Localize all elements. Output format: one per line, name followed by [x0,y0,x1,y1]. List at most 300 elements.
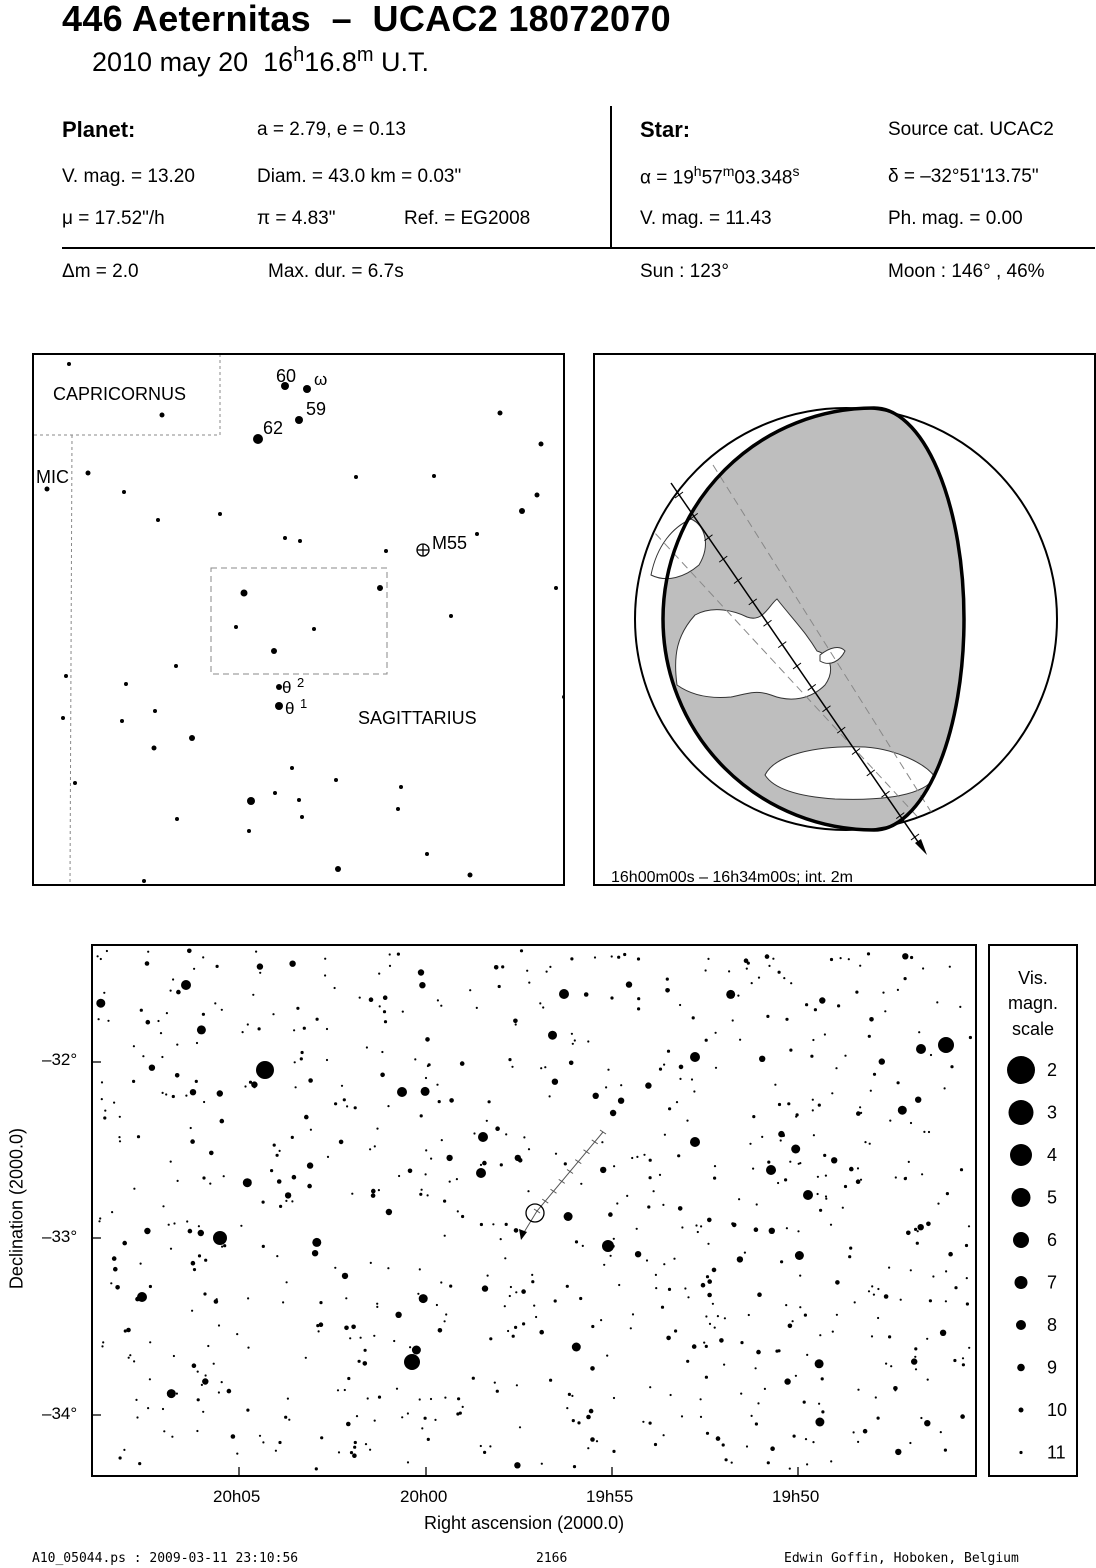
label-mic: MIC [36,467,69,487]
star-dot [420,1114,423,1117]
star-dot [137,1135,140,1138]
star-dot [161,1056,163,1058]
star-dot [236,1453,238,1455]
star-dot [294,1061,296,1063]
star-dot [789,1161,791,1163]
star-dot [564,1162,567,1165]
star-dot [133,1360,135,1362]
star-dot [778,971,781,974]
star-dot [700,1225,702,1227]
star-dot [446,1155,452,1161]
planet-diameter: Diam. = 43.0 km = 0.03" [257,166,462,187]
star-dot [376,1306,378,1308]
star-dot [480,1164,482,1166]
star-dot [227,1389,232,1394]
star-dot [740,1393,742,1395]
legend-magnitude-label: 6 [1047,1230,1058,1250]
star-dot [218,1324,220,1326]
boundary-microscopium [70,435,72,884]
event-hour: 16 [263,47,294,77]
star-dot [231,1434,236,1439]
star-dot [582,1245,584,1247]
star-dot [546,971,548,973]
star-dot [898,1106,907,1115]
star-dot [441,1139,443,1141]
star-dot [295,416,303,424]
legend-star-dot [1013,1232,1029,1248]
star-dot [611,955,613,957]
star-dot [596,1440,598,1442]
star-dot [910,956,913,959]
star-dot [118,1136,120,1138]
star-dot [737,995,739,997]
star-dot [888,1267,890,1269]
star-dot [863,1429,868,1434]
star-dot [793,1435,796,1438]
star-dot [692,1016,695,1019]
star-dot [173,1355,175,1357]
label-m55: M55 [432,533,468,553]
star-dot [191,1310,193,1312]
star-dot [831,1157,837,1163]
star-dot [167,1389,176,1398]
star-dot [138,1462,141,1465]
star-dot [653,1190,655,1192]
star-dot [486,1120,488,1122]
star-dot [175,1073,180,1078]
bright-star-dot [404,1354,420,1370]
star-dot [707,1279,712,1284]
star-dot [457,1210,459,1212]
star-dot [655,1274,657,1276]
star-dot [312,1238,321,1247]
star-dot [945,1270,947,1272]
star-dot [303,1027,306,1030]
star-dot [804,1314,807,1317]
star-dot [767,1461,770,1464]
star-dot [292,1175,297,1180]
star-dot [389,965,391,967]
star-dot [819,997,825,1003]
star-dot [707,1243,709,1245]
star-dot [900,1299,902,1301]
star-dot [356,1415,358,1417]
star-dot [421,1087,430,1096]
star-dot [722,1443,725,1446]
star-dot [868,1035,871,1038]
star-dot [790,982,792,984]
star-dot [539,1330,544,1335]
star-dot [732,1019,734,1021]
star-dot [289,961,295,967]
star-dot [334,1102,337,1105]
star-dot [202,1176,205,1179]
event-date: 2010 may 20 [92,47,249,77]
star-dot [176,990,181,995]
star-dot [739,1039,741,1041]
star-dot [253,434,263,444]
path-tick [911,834,919,840]
star-dot [145,961,150,966]
detail-star-chart [91,944,977,1477]
star-dot [968,1347,970,1349]
star-dot [192,1363,197,1368]
page-title: 446 Aeternitas – UCAC2 18072070 [62,0,671,39]
star-dot [259,1435,261,1437]
planet-vmag: V. mag. = 13.20 [62,166,195,187]
star-dot [818,1403,820,1405]
star-dot [904,977,907,980]
star-dot [940,1330,946,1336]
star-dot [369,1449,371,1451]
star-dot [798,1163,800,1165]
star-dot [679,1004,681,1006]
star-dot [218,512,222,516]
star-dot [140,1263,142,1265]
detail-chart-svg [93,946,975,1475]
star-dot [837,1004,840,1007]
star-dot [959,1006,961,1008]
star-dot [255,951,257,953]
star-dot [102,1341,104,1343]
star-dot [637,1007,640,1010]
star-dot [954,1286,957,1289]
star-dot [600,1167,606,1173]
star-dot [480,1445,482,1447]
star-dot [564,1212,573,1221]
star-dot [262,1201,265,1204]
star-dot [953,1359,956,1362]
star-dot [786,1227,788,1229]
star-dot [173,1222,175,1224]
x-tick-label: 19h55 [586,1487,634,1506]
star-dot [752,1168,754,1170]
legend-star-dot [1017,1364,1025,1372]
star-dot [962,1357,964,1359]
star-dot [726,990,735,999]
star-dot [67,362,71,366]
star-dot [930,1054,932,1056]
star-dot [889,1120,891,1122]
star-dot [307,1162,313,1168]
header-divider-vertical [610,106,612,248]
star-dot [706,1432,709,1435]
star-dot [806,1354,808,1356]
star-dot [414,1058,416,1060]
star-dot [170,1248,172,1250]
legend-magnitude-label: 4 [1047,1145,1058,1165]
star-dot [290,766,294,770]
star-dot [369,997,374,1002]
star-dot [783,977,785,979]
star-dot [605,1086,607,1088]
star-dot [196,1430,198,1432]
bright-star-dot [397,1087,407,1097]
star-dot [185,1095,187,1097]
star-dot [631,1157,633,1159]
star-dot [859,1106,861,1108]
x-axis-title: Right ascension (2000.0) [424,1513,625,1533]
star-dot [637,997,640,1000]
star-dot [562,695,563,699]
star-dot [751,982,753,984]
star-dot [113,1267,118,1272]
star-dot [869,1143,871,1145]
star-dot [112,1256,117,1261]
star-dot [86,471,91,476]
star-dot [217,1090,223,1096]
path-tick [567,1170,573,1174]
star-dot [113,1102,115,1104]
bright-star-dot [256,1061,274,1079]
star-dot [882,992,884,994]
bright-star-dot [137,1292,147,1302]
star-dot [202,956,204,958]
star-dot [915,1368,917,1370]
star-dot [189,735,195,741]
star-dot [607,1069,609,1071]
star-dot [860,1112,862,1114]
path-tick [551,1189,557,1193]
star-dot [835,1067,837,1069]
star-dot [812,1099,814,1101]
star-dot [701,1283,706,1288]
star-dot [780,1260,783,1263]
star-dot [579,1297,582,1300]
star-dot [516,1384,518,1386]
label-theta-index: 1 [300,696,308,711]
star-dot [168,1224,170,1226]
star-dot [202,1378,208,1384]
star-dot [522,1322,525,1325]
star-dot [288,1419,290,1421]
star-dot [347,1377,350,1380]
asteroid-path-ticks [534,1130,606,1213]
star-dot [884,1010,886,1012]
star-dot [247,1347,249,1349]
star-dot [768,965,770,967]
star-dot [437,999,439,1001]
star-phmag: Ph. mag. = 0.00 [888,208,1023,229]
star-dot [425,1077,427,1079]
label-star-60: 60 [276,366,297,386]
star-dot [632,1313,634,1315]
star-dot [716,1436,721,1441]
star-dot [767,1161,770,1164]
star-dot [352,1453,357,1458]
star-dot [663,1434,665,1436]
star-dot [157,1020,159,1022]
star-dot [692,1344,697,1349]
star-dot [198,1254,201,1257]
star-dot [262,1245,265,1248]
star-dot [946,1192,949,1195]
star-dot [936,1001,938,1003]
star-dot [162,1092,164,1094]
star-dot [495,1126,500,1131]
star-dot [412,1346,421,1355]
star-dot [836,1314,838,1316]
star-dot [419,1193,422,1196]
star-dot [962,1363,965,1366]
star-dot [914,1228,917,1231]
star-dot [370,1262,372,1264]
star-dot [969,1036,972,1039]
star-dot [350,1451,353,1454]
star-dot [673,1258,675,1260]
star-dot [279,1150,281,1152]
star-dot [476,1007,478,1009]
star-dot [305,1357,307,1359]
event-datetime: 2010 may 20 16$^h$16.8$^m$ U.T. [92,44,430,77]
star-dot [190,1089,196,1095]
star-dot [303,385,311,393]
legend-magnitude-label: 10 [1047,1400,1068,1420]
star-dot [731,1462,733,1464]
star-dot [523,1136,525,1138]
star-dot [755,1367,757,1369]
star-dot [589,1409,594,1414]
star-dot [383,995,388,1000]
star-dot [785,1018,788,1021]
star-dot [489,1337,492,1340]
star-dot [262,1441,264,1443]
star-dot [937,1203,939,1205]
star-dot [815,1359,824,1368]
planet-orbit: a = 2.79, e = 0.13 [257,119,406,140]
star-dot [338,1451,340,1453]
star-dot [221,1246,223,1248]
star-dot [378,1189,380,1191]
star-dot [243,1178,252,1187]
bright-star-dot [690,1052,700,1062]
star-dot [928,1131,930,1133]
star-dot [369,1148,371,1150]
star-dot [364,1349,367,1352]
star-dot [927,1379,929,1381]
star-dot [949,966,951,968]
star-dot [755,1422,758,1425]
star-dot [926,1338,928,1340]
star-dot [115,1285,120,1290]
legend-star-dot [1019,1451,1022,1454]
star-dot [162,1408,164,1410]
star-dot [917,1230,919,1232]
star-dot [320,1436,323,1439]
star-dot [107,1020,109,1022]
star-dot [103,992,105,994]
star-dot [444,1397,446,1399]
star-dot [649,1386,651,1388]
star-dot [505,1133,507,1135]
star-dot [856,1179,861,1184]
star-dot [259,972,261,974]
star-dot [774,1084,776,1086]
star-dot [425,1149,427,1151]
bright-star-dot [476,1168,486,1178]
star-dot [469,989,471,991]
star-dot [498,985,501,988]
star-dot [535,493,540,498]
star-dot [662,1204,664,1206]
star-dot [186,1220,188,1222]
star-dot [803,1401,806,1404]
star-dot [246,1409,249,1412]
star-dot [419,1268,421,1270]
asteroid-path [523,1132,603,1234]
star-dot [273,791,277,795]
star-dot [909,1442,911,1444]
star-dot [643,1154,645,1156]
star-dot [301,1051,304,1054]
star-dot [655,1287,657,1289]
star-dot [436,1304,438,1306]
star-source-catalog: Source cat. UCAC2 [888,119,1054,140]
star-dot [472,1377,475,1380]
star-dot [218,1391,220,1393]
star-dot [419,1398,421,1400]
star-dot [190,1139,195,1144]
star-dot [677,1154,680,1157]
star-dot [419,982,425,988]
star-dot [666,978,669,981]
star-dot [409,1346,411,1348]
star-dot [600,1319,602,1321]
label-star-59: 59 [306,399,327,419]
x-tick-label: 20h00 [400,1487,448,1506]
star-dot [649,1422,652,1425]
star-dot [444,1235,446,1237]
star-dot [944,1449,947,1452]
globe-panel [593,353,1096,886]
star-dot [149,1378,151,1380]
star-dot [823,1154,826,1157]
star-dot [371,1189,376,1194]
star-dot [449,614,453,618]
star-dot [346,1422,351,1427]
star-dot [358,1360,361,1363]
star-dot [247,797,255,805]
star-dot [924,1420,930,1426]
star-dot [554,1299,557,1302]
star-dot [171,1436,173,1438]
star-dot [864,1141,866,1143]
star-dot [343,1098,346,1101]
star-dot [197,1398,200,1401]
star-dot [133,1045,135,1047]
star-dot [341,1085,343,1087]
star-dot [191,1261,196,1266]
star-dot [402,1011,404,1013]
star-dot [789,1049,792,1052]
star-dot [848,1255,851,1258]
star-dot [918,1031,920,1033]
bright-star-dot [181,980,191,990]
star-dot [100,958,102,960]
star-dot [613,1165,615,1167]
star-dot [848,958,850,960]
star-dot [315,1467,318,1470]
star-dot [197,1025,206,1034]
star-dot [300,1057,303,1060]
star-dot [363,1361,368,1366]
star-dot [149,1285,152,1288]
star-dot [549,1379,552,1382]
star-dot [744,958,749,963]
star-dot [725,1458,728,1461]
star-dot [204,1259,207,1262]
star-dot [636,1156,638,1158]
